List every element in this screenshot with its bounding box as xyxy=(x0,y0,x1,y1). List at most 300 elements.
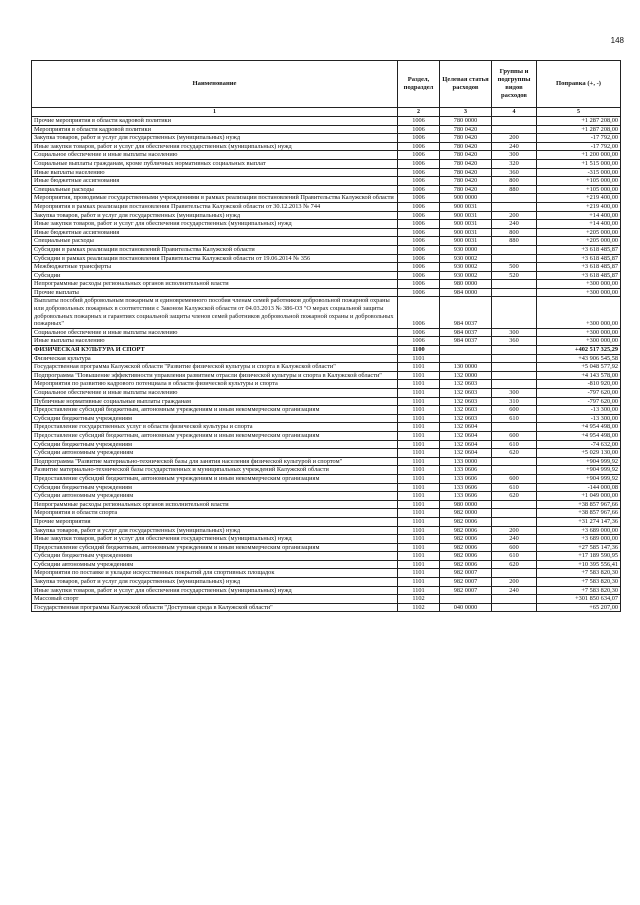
row-amount: +105 000,00 xyxy=(537,177,621,186)
table-row xyxy=(32,406,621,415)
row-amount: -144 000,08 xyxy=(537,483,621,492)
table-row xyxy=(32,354,621,363)
row-item: 132 0603 xyxy=(440,414,492,423)
row-group: 320 xyxy=(492,159,537,168)
row-name: Специальные расходы xyxy=(32,185,398,194)
row-group: 600 xyxy=(492,474,537,483)
table-row xyxy=(32,431,621,440)
row-section: 1006 xyxy=(398,194,440,203)
table-row xyxy=(32,168,621,177)
row-section: 1006 xyxy=(398,245,440,254)
header-section: Раздел, подраздел xyxy=(398,61,440,108)
row-amount: -17 792,00 xyxy=(537,142,621,151)
row-section: 1101 xyxy=(398,569,440,578)
row-group: 360 xyxy=(492,168,537,177)
row-name: Публичные нормативные социальные выплаты гражданам xyxy=(32,397,398,406)
row-section: 1006 xyxy=(398,177,440,186)
row-group xyxy=(492,245,537,254)
row-name: Прочие мероприятия в области кадровой политики xyxy=(32,117,398,126)
row-name: Мероприятия по развитию кадрового потенциала в области физической культуры и спорта xyxy=(32,380,398,389)
row-item: 132 0604 xyxy=(440,431,492,440)
column-number: 2 xyxy=(398,108,440,117)
row-group xyxy=(492,500,537,509)
row-section: 1101 xyxy=(398,380,440,389)
row-group xyxy=(492,603,537,612)
row-amount: +1 515 000,00 xyxy=(537,159,621,168)
row-section: 1006 xyxy=(398,328,440,337)
row-section: 1101 xyxy=(398,397,440,406)
row-section: 1101 xyxy=(398,457,440,466)
table-row xyxy=(32,346,621,355)
header-name: Наименование xyxy=(32,61,398,108)
row-group: 610 xyxy=(492,414,537,423)
row-group: 610 xyxy=(492,552,537,561)
row-section: 1006 xyxy=(398,202,440,211)
row-section: 1006 xyxy=(398,159,440,168)
row-item: 780 0420 xyxy=(440,159,492,168)
row-amount: +43 906 545,58 xyxy=(537,354,621,363)
row-amount: +7 583 820,30 xyxy=(537,578,621,587)
row-item: 132 0604 xyxy=(440,423,492,432)
row-item: 132 0603 xyxy=(440,380,492,389)
row-group xyxy=(492,423,537,432)
row-name: Иные бюджетные ассигнования xyxy=(32,177,398,186)
row-name: Подпрограмма "Повышение эффективности управления развитием отрасли физической культуры и спорта в Калужской области" xyxy=(32,371,398,380)
row-group: 800 xyxy=(492,228,537,237)
row-name: Мероприятия, проводимые государственными учреждениями в рамках реализации постановлений Правительства Калужской области xyxy=(32,194,398,203)
table-row xyxy=(32,569,621,578)
row-name: Непрограммные расходы региональных органов исполнительной власти xyxy=(32,500,398,509)
row-item: 780 0420 xyxy=(440,168,492,177)
row-section: 1101 xyxy=(398,423,440,432)
row-item: 900 0031 xyxy=(440,211,492,220)
row-item: 130 0000 xyxy=(440,363,492,372)
row-group: 500 xyxy=(492,263,537,272)
row-name: Предоставление субсидий бюджетным, автономным учреждениям и иным некоммерческим организациям xyxy=(32,543,398,552)
row-amount: +3 618 485,87 xyxy=(537,271,621,280)
row-name: Иные бюджетные ассигнования xyxy=(32,228,398,237)
table-row xyxy=(32,603,621,612)
table-row xyxy=(32,423,621,432)
row-group: 200 xyxy=(492,134,537,143)
row-name: Физическая культура xyxy=(32,354,398,363)
row-name: Закупка товаров, работ и услуг для государственных (муниципальных) нужд xyxy=(32,578,398,587)
row-section: 1101 xyxy=(398,535,440,544)
table-row xyxy=(32,151,621,160)
row-group: 620 xyxy=(492,560,537,569)
row-group: 880 xyxy=(492,185,537,194)
row-name: Мероприятия в области кадровой политики xyxy=(32,125,398,134)
row-amount: +300 000,00 xyxy=(537,297,621,328)
row-item: 980 0000 xyxy=(440,500,492,509)
row-group: 800 xyxy=(492,177,537,186)
row-section: 1006 xyxy=(398,271,440,280)
row-item: 132 0603 xyxy=(440,397,492,406)
table-row xyxy=(32,517,621,526)
row-name: Иные выплаты населению xyxy=(32,337,398,346)
row-section: 1006 xyxy=(398,117,440,126)
row-section: 1101 xyxy=(398,552,440,561)
row-item: 982 0006 xyxy=(440,552,492,561)
row-name: Выплаты пособий добровольным пожарным и единовременного пособия членам семей работников добровольной пожарной охраны или добровольных пожарных в соответствии с Законом Калужской области от 04.03.2013 № 386-ОЗ "О мерах социальной защиты добровольных пожарных и гарантиях социальной защиты членов семей работников добровольной пожарной охраны и добровольных пожарных" xyxy=(32,297,398,328)
table-row xyxy=(32,363,621,372)
row-item: 900 0031 xyxy=(440,228,492,237)
row-amount: +38 857 967,66 xyxy=(537,509,621,518)
row-group xyxy=(492,380,537,389)
row-group: 600 xyxy=(492,543,537,552)
row-group: 310 xyxy=(492,397,537,406)
row-amount: +7 583 820,30 xyxy=(537,586,621,595)
row-amount: +904 999,92 xyxy=(537,474,621,483)
row-section: 1102 xyxy=(398,603,440,612)
row-section: 1100 xyxy=(398,346,440,355)
row-amount: +5 029 130,00 xyxy=(537,449,621,458)
table-row xyxy=(32,245,621,254)
row-item: 132 0000 xyxy=(440,371,492,380)
row-item: 982 0006 xyxy=(440,543,492,552)
row-amount: -13 300,00 xyxy=(537,406,621,415)
row-item: 900 0031 xyxy=(440,237,492,246)
row-group xyxy=(492,371,537,380)
row-section: 1101 xyxy=(398,354,440,363)
row-amount: +3 689 000,00 xyxy=(537,535,621,544)
row-section: 1006 xyxy=(398,297,440,328)
row-name: Социальное обеспечение и иные выплаты населению xyxy=(32,151,398,160)
table-row xyxy=(32,271,621,280)
page-number: 148 xyxy=(610,36,624,45)
table-row xyxy=(32,449,621,458)
row-group xyxy=(492,117,537,126)
table-row xyxy=(32,288,621,297)
row-section: 1101 xyxy=(398,474,440,483)
table-row xyxy=(32,526,621,535)
row-amount: +1 049 000,00 xyxy=(537,492,621,501)
row-name: Предоставление субсидий бюджетным, автономным учреждениям и иным некоммерческим организациям xyxy=(32,406,398,415)
row-group: 240 xyxy=(492,220,537,229)
table-header-row xyxy=(32,61,621,108)
row-section: 1006 xyxy=(398,288,440,297)
row-amount: +300 000,00 xyxy=(537,280,621,289)
row-amount: +17 189 590,95 xyxy=(537,552,621,561)
table-row xyxy=(32,142,621,151)
table-row xyxy=(32,328,621,337)
table-row xyxy=(32,492,621,501)
row-item: 982 0007 xyxy=(440,578,492,587)
table-row xyxy=(32,560,621,569)
row-section: 1006 xyxy=(398,228,440,237)
row-amount: +4 954 498,00 xyxy=(537,423,621,432)
header-item: Целевая статья расходов xyxy=(440,61,492,108)
row-item: 982 0006 xyxy=(440,517,492,526)
table-body xyxy=(32,117,621,612)
row-group xyxy=(492,457,537,466)
row-section: 1101 xyxy=(398,466,440,475)
row-name: Закупка товаров, работ и услуг для государственных (муниципальных) нужд xyxy=(32,211,398,220)
row-group: 240 xyxy=(492,586,537,595)
row-amount: -13 300,00 xyxy=(537,414,621,423)
row-item: 133 0606 xyxy=(440,466,492,475)
table-row xyxy=(32,263,621,272)
row-section: 1101 xyxy=(398,431,440,440)
row-group: 620 xyxy=(492,449,537,458)
row-section: 1101 xyxy=(398,440,440,449)
row-name: Мероприятия в рамках реализации постановления Правительства Калужской области от 30.12.2013 № 744 xyxy=(32,202,398,211)
row-name: Социальное обеспечение и иные выплаты населению xyxy=(32,389,398,398)
row-item: 900 0031 xyxy=(440,220,492,229)
table-row xyxy=(32,134,621,143)
row-name: Субсидии автономным учреждениям xyxy=(32,449,398,458)
row-name: Субсидии бюджетным учреждениям xyxy=(32,483,398,492)
row-item: 984 0037 xyxy=(440,328,492,337)
table-row xyxy=(32,380,621,389)
column-number-row xyxy=(32,108,621,117)
row-amount: +31 274 147,36 xyxy=(537,517,621,526)
row-amount: +301 850 634,07 xyxy=(537,595,621,604)
row-group: 360 xyxy=(492,337,537,346)
row-item: 982 0000 xyxy=(440,509,492,518)
row-name: Субсидии в рамках реализации постановлений Правительства Калужской области xyxy=(32,245,398,254)
row-item: 780 0420 xyxy=(440,177,492,186)
row-group xyxy=(492,517,537,526)
row-name: Предоставление субсидий бюджетным, автономным учреждениям и иным некоммерческим организациям xyxy=(32,431,398,440)
row-name: Мероприятия по поставке и укладке искусственных покрытий для спортивных площадок xyxy=(32,569,398,578)
row-section: 1006 xyxy=(398,134,440,143)
row-amount: -810 920,00 xyxy=(537,380,621,389)
row-item: 133 0606 xyxy=(440,483,492,492)
row-item: 132 0603 xyxy=(440,389,492,398)
row-name: Социальное обеспечение и иные выплаты населению xyxy=(32,328,398,337)
row-amount: +1 287 208,00 xyxy=(537,117,621,126)
row-item: 982 0007 xyxy=(440,569,492,578)
row-group xyxy=(492,354,537,363)
table-row xyxy=(32,535,621,544)
row-item: 982 0006 xyxy=(440,535,492,544)
header-amount: Поправка (+, -) xyxy=(537,61,621,108)
row-section: 1101 xyxy=(398,483,440,492)
row-group: 300 xyxy=(492,328,537,337)
row-section: 1006 xyxy=(398,185,440,194)
table-row xyxy=(32,159,621,168)
row-name: Мероприятия в области спорта xyxy=(32,509,398,518)
row-amount: +402 517 325,29 xyxy=(537,346,621,355)
row-group xyxy=(492,466,537,475)
row-name: Развитие материально-технической базы государственных и муниципальных учреждений Калужской области xyxy=(32,466,398,475)
row-name: Специальные расходы xyxy=(32,237,398,246)
row-amount: +3 689 000,00 xyxy=(537,526,621,535)
table-row xyxy=(32,237,621,246)
table-row xyxy=(32,474,621,483)
row-amount: +300 000,00 xyxy=(537,328,621,337)
row-item: 930 0002 xyxy=(440,271,492,280)
row-section: 1006 xyxy=(398,220,440,229)
row-group: 300 xyxy=(492,151,537,160)
row-group xyxy=(492,297,537,328)
row-item: 982 0006 xyxy=(440,526,492,535)
row-section: 1006 xyxy=(398,142,440,151)
row-name: Субсидии автономным учреждениям xyxy=(32,560,398,569)
row-item: 780 0420 xyxy=(440,142,492,151)
row-item: 133 0606 xyxy=(440,474,492,483)
row-name: Субсидии xyxy=(32,271,398,280)
row-item: 982 0006 xyxy=(440,560,492,569)
column-number: 5 xyxy=(537,108,621,117)
table-row xyxy=(32,397,621,406)
row-group xyxy=(492,125,537,134)
row-name: Иные закупки товаров, работ и услуг для обеспечения государственных (муниципальных) нужд xyxy=(32,586,398,595)
row-section: 1101 xyxy=(398,500,440,509)
row-name: Субсидии бюджетным учреждениям xyxy=(32,414,398,423)
budget-amendment-table xyxy=(31,60,621,612)
row-name: Государственная программа Калужской области "Развитие физической культуры и спорта в Калужской области" xyxy=(32,363,398,372)
table-row xyxy=(32,337,621,346)
row-name: ФИЗИЧЕСКАЯ КУЛЬТУРА И СПОРТ xyxy=(32,346,398,355)
table-row xyxy=(32,220,621,229)
row-group: 200 xyxy=(492,526,537,535)
row-item xyxy=(440,595,492,604)
table-row xyxy=(32,371,621,380)
row-section: 1101 xyxy=(398,586,440,595)
row-section: 1102 xyxy=(398,595,440,604)
row-item: 930 0000 xyxy=(440,245,492,254)
row-group: 240 xyxy=(492,535,537,544)
row-name: Субсидии в рамках реализации постановления Правительства Калужской области от 19.06.2014 № 356 xyxy=(32,254,398,263)
row-name: Массовый спорт xyxy=(32,595,398,604)
table-row xyxy=(32,509,621,518)
row-section: 1006 xyxy=(398,151,440,160)
row-amount: +4 954 498,00 xyxy=(537,431,621,440)
header-group: Группы и подгруппы видов расходов xyxy=(492,61,537,108)
row-group: 620 xyxy=(492,492,537,501)
row-amount: +38 857 967,66 xyxy=(537,500,621,509)
row-item: 984 0037 xyxy=(440,297,492,328)
row-section: 1101 xyxy=(398,509,440,518)
row-name: Непрограммные расходы региональных органов исполнительной власти xyxy=(32,280,398,289)
row-item: 900 0031 xyxy=(440,202,492,211)
row-section: 1101 xyxy=(398,414,440,423)
row-item: 980 0000 xyxy=(440,280,492,289)
row-amount: +904 999,92 xyxy=(537,466,621,475)
row-name: Субсидии бюджетным учреждениям xyxy=(32,440,398,449)
row-amount: +14 400,00 xyxy=(537,211,621,220)
table-row xyxy=(32,117,621,126)
row-name: Иные закупки товаров, работ и услуг для обеспечения государственных (муниципальных) нужд xyxy=(32,220,398,229)
row-section: 1101 xyxy=(398,371,440,380)
column-number: 1 xyxy=(32,108,398,117)
row-group: 200 xyxy=(492,211,537,220)
row-name: Иные закупки товаров, работ и услуг для обеспечения государственных (муниципальных) нужд xyxy=(32,142,398,151)
table-row xyxy=(32,202,621,211)
row-item: 132 0604 xyxy=(440,449,492,458)
row-group: 520 xyxy=(492,271,537,280)
row-name: Субсидии автономным учреждениям xyxy=(32,492,398,501)
row-amount: +300 000,00 xyxy=(537,288,621,297)
row-amount: -797 620,00 xyxy=(537,389,621,398)
table-row xyxy=(32,125,621,134)
row-group: 880 xyxy=(492,237,537,246)
row-amount: +205 000,00 xyxy=(537,228,621,237)
row-group xyxy=(492,346,537,355)
row-section: 1101 xyxy=(398,543,440,552)
row-group: 240 xyxy=(492,142,537,151)
row-item xyxy=(440,354,492,363)
row-section: 1006 xyxy=(398,237,440,246)
row-group xyxy=(492,363,537,372)
row-group xyxy=(492,509,537,518)
row-item: 133 0606 xyxy=(440,492,492,501)
row-name: Иные закупки товаров, работ и услуг для обеспечения государственных (муниципальных) нужд xyxy=(32,535,398,544)
row-item: 780 0000 xyxy=(440,117,492,126)
table-row xyxy=(32,543,621,552)
table-row xyxy=(32,595,621,604)
row-item: 780 0420 xyxy=(440,134,492,143)
table-row xyxy=(32,552,621,561)
row-amount: -315 000,00 xyxy=(537,168,621,177)
row-name: Прочие мероприятия xyxy=(32,517,398,526)
row-section: 1101 xyxy=(398,517,440,526)
row-item: 133 0000 xyxy=(440,457,492,466)
row-name: Иные выплаты населению xyxy=(32,168,398,177)
row-group xyxy=(492,595,537,604)
row-section: 1101 xyxy=(398,363,440,372)
row-section: 1006 xyxy=(398,125,440,134)
table-row xyxy=(32,185,621,194)
row-section: 1006 xyxy=(398,168,440,177)
row-amount: +5 048 577,92 xyxy=(537,363,621,372)
row-amount: +904 999,92 xyxy=(537,457,621,466)
row-amount: +105 000,00 xyxy=(537,185,621,194)
row-section: 1101 xyxy=(398,449,440,458)
row-item: 040 0000 xyxy=(440,603,492,612)
row-amount: +4 143 578,00 xyxy=(537,371,621,380)
row-amount: +1 287 208,00 xyxy=(537,125,621,134)
row-section: 1006 xyxy=(398,337,440,346)
row-section: 1006 xyxy=(398,280,440,289)
row-group xyxy=(492,280,537,289)
row-item: 982 0007 xyxy=(440,586,492,595)
row-amount: +65 207,00 xyxy=(537,603,621,612)
row-name: Предоставление субсидий бюджетным, автономным учреждениям и иным некоммерческим организациям xyxy=(32,474,398,483)
row-amount: +3 618 485,87 xyxy=(537,245,621,254)
row-group xyxy=(492,288,537,297)
row-group: 300 xyxy=(492,389,537,398)
row-group xyxy=(492,202,537,211)
row-name: Социальные выплаты гражданам, кроме публичных нормативных социальных выплат xyxy=(32,159,398,168)
row-section: 1006 xyxy=(398,254,440,263)
row-name: Подпрограмма "Развитие материально-технической базы для занятия населения физической культурой и спортом" xyxy=(32,457,398,466)
row-item: 780 0420 xyxy=(440,125,492,134)
row-item: 900 0000 xyxy=(440,194,492,203)
row-section: 1101 xyxy=(398,406,440,415)
table-row xyxy=(32,194,621,203)
row-section: 1006 xyxy=(398,211,440,220)
row-item: 984 0000 xyxy=(440,288,492,297)
table-row xyxy=(32,389,621,398)
row-amount: +3 618 485,87 xyxy=(537,263,621,272)
row-section: 1101 xyxy=(398,560,440,569)
row-item: 780 0420 xyxy=(440,151,492,160)
row-amount: +205 000,00 xyxy=(537,237,621,246)
row-group xyxy=(492,194,537,203)
row-name: Межбюджетные трансферты xyxy=(32,263,398,272)
row-amount: +300 000,00 xyxy=(537,337,621,346)
column-number: 3 xyxy=(440,108,492,117)
row-group xyxy=(492,569,537,578)
table-row xyxy=(32,500,621,509)
row-item: 780 0420 xyxy=(440,185,492,194)
table-row xyxy=(32,586,621,595)
table-row xyxy=(32,254,621,263)
table-row xyxy=(32,297,621,328)
